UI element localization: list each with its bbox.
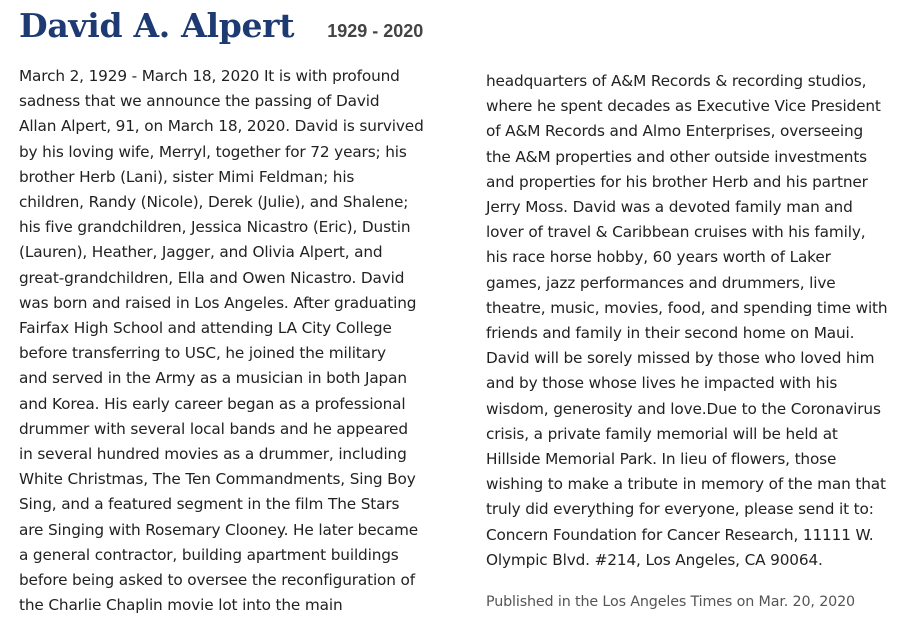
obituary-text-line: the A&M properties and other outside investments: [486, 147, 868, 166]
life-years: 1929 - 2020: [327, 21, 424, 41]
obituary-text-line: sadness that we announce the passing of David: [19, 92, 380, 111]
obituary-text-line: White Christmas, The Ten Commandments, Sing Boy: [19, 470, 416, 489]
obituary-text-line: truly did everything for everyone, please send it to:: [486, 500, 874, 519]
obituary-text-line: in several hundred movies as a drummer, including: [19, 445, 407, 464]
obituary-text-line: theatre, music, movies, food, and spending time with: [486, 298, 888, 317]
obituary-text-line: friends and family in their second home on Maui.: [486, 324, 855, 343]
obituary-text-line: his race horse hobby, 60 years worth of Laker: [486, 248, 831, 267]
obituary-text-line: was born and raised in Los Angeles. After graduating: [19, 293, 417, 312]
obituary-text-line: children, Randy (Nicole), Derek (Julie), and Shalene;: [19, 193, 409, 212]
obituary-text-line: brother Herb (Lani), sister Mimi Feldman; his: [19, 167, 355, 186]
obituary-text-line: Concern Foundation for Cancer Research, 11111 W.: [486, 525, 874, 544]
obituary-text-line: are Singing with Rosemary Clooney. He later became: [19, 520, 418, 539]
obituary-text-line: Sing, and a featured segment in the film The Stars: [19, 495, 400, 514]
obituary-text-line: headquarters of A&M Records & recording studios,: [486, 72, 867, 90]
obituary-text-line: of A&M Records and Almo Enterprises, overseeing: [486, 122, 864, 141]
obituary-text-line: wishing to make a tribute in memory of the man that: [486, 475, 886, 494]
obituary-text-line: the Charlie Chaplin movie lot into the main: [19, 596, 343, 615]
obituary-text-line: Olympic Blvd. #214, Los Angeles, CA 90064.: [486, 550, 823, 569]
obituary-text-line: games, jazz performances and drummers, live: [486, 273, 836, 292]
obituary-text-line: and by those whose lives he impacted with his: [486, 374, 838, 393]
obituary-text-line: March 2, 1929 - March 18, 2020 It is with profound: [19, 67, 400, 85]
obituary-text-line: (Lauren), Heather, Jagger, and Olivia Alpert, and: [19, 243, 383, 262]
obituary-text-line: Fairfax High School and attending LA City College: [19, 319, 392, 338]
obituary-text-line: Jerry Moss. David was a devoted family man and: [486, 198, 853, 217]
obituary-text-left-column: [19, 64, 459, 618]
obituary-text-line: drummer with several local bands and he appeared: [19, 419, 408, 438]
obituary-text-line: wisdom, generosity and love.Due to the Coronavirus: [486, 399, 881, 418]
obituary-text-line: David will be sorely missed by those who loved him: [486, 349, 875, 368]
obituary-text-line: Allan Alpert, 91, on March 18, 2020. David is survived: [19, 117, 424, 136]
obituary-text-line: and served in the Army as a musician in both Japan: [19, 369, 407, 388]
obituary-text-line: great-grandchildren, Ella and Owen Nicastro. David: [19, 268, 405, 287]
obituary-text-right-column: [486, 69, 906, 573]
obituary-text-line: a general contractor, building apartment buildings: [19, 545, 399, 564]
obituary-text-line: crisis, a private family memorial will be held at: [486, 424, 838, 443]
obituary-header: [19, 2, 423, 50]
obituary-text-line: before being asked to oversee the reconfiguration of: [19, 571, 415, 590]
obituary-text-line: lover of travel & Caribbean cruises with his family,: [486, 223, 866, 242]
obituary-text-line: and properties for his brother Herb and his partner: [486, 172, 868, 191]
obituary-text-line: by his loving wife, Merryl, together for 72 years; his: [19, 142, 407, 161]
obituary-text-line: before transferring to USC, he joined the military: [19, 344, 386, 363]
obituary-text-line: his five grandchildren, Jessica Nicastro (Eric), Dustin: [19, 218, 411, 237]
deceased-name: David A. Alpert: [19, 6, 295, 45]
published-notice: Published in the Los Angeles Times on Mar. 20, 2020: [486, 594, 855, 610]
obituary-text-line: Hillside Memorial Park. In lieu of flowers, those: [486, 450, 837, 469]
obituary-text-line: and Korea. His early career began as a professional: [19, 394, 406, 413]
obituary-text-line: where he spent decades as Executive Vice President: [486, 97, 881, 116]
